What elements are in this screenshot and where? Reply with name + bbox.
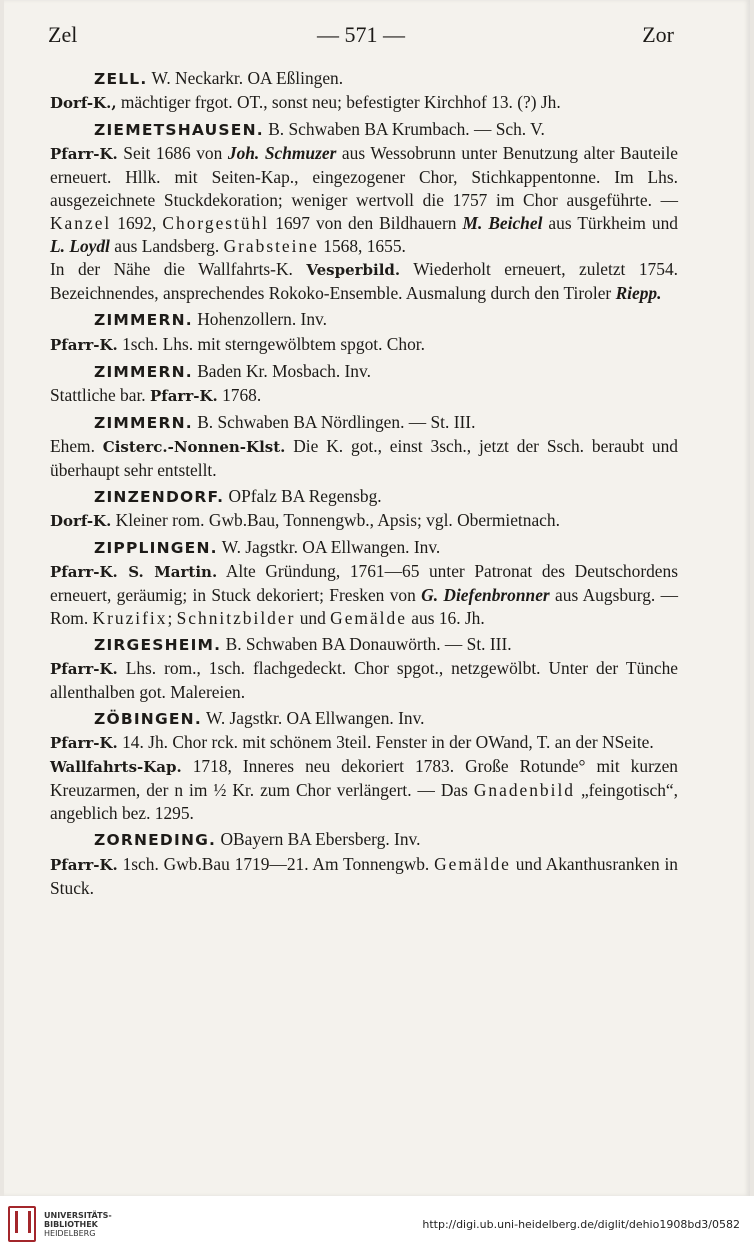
place-region: W. Neckarkr. OA Eßlingen. <box>151 68 344 88</box>
building-type: Pfarr-K. <box>50 145 118 164</box>
place-name: ZINZENDORF. <box>94 487 225 506</box>
entry-text: aus Wessobrunn unter Benutzung alter Bauteile erneuert. Hllk. mit Seiten-Kap., eingezogener Chor, Stichkappentonne. Im Lhs. ausgezeichnete Stuckdekoration; weniger wertvoll die 1757 im Chor ausgeführte. — <box>50 143 678 211</box>
header-left-catchword: Zel <box>48 22 78 47</box>
entries-text <box>50 64 678 900</box>
object-term: Schnitzbilder <box>176 608 296 629</box>
entry-paragraph <box>50 731 678 755</box>
footer-bar <box>0 1196 754 1253</box>
entry-text: ; <box>167 608 177 629</box>
entry-text: mächtiger frgot. OT., sonst neu; befestigter Kirchhof 13. (?) Jh. <box>116 92 561 113</box>
place-region: W. Jagstkr. OA Ellwangen. Inv. <box>206 708 425 729</box>
entry-text: 1sch. Lhs. mit sterngewölbtem spgot. Chor. <box>117 333 425 354</box>
building-type: Pfarr-K. S. Martin. <box>50 562 218 581</box>
library-logo[interactable] <box>8 1206 138 1242</box>
entry-paragraph <box>50 258 678 305</box>
entry-text: 14. Jh. Chor rck. mit schönem 3teil. Fenster in der OWand, T. an der NSeite. <box>117 732 654 753</box>
library-logo-text: UNIVERSITÄTS- BIBLIOTHEK HEIDELBERG <box>44 1210 112 1238</box>
entry-text: Die K. got., einst 3sch., jetzt der Ssch. beraubt und überhaupt sehr entstellt. <box>50 435 679 480</box>
entry-text: und Akanthusranken in Stuck. <box>50 853 679 898</box>
entry-paragraph <box>50 384 678 408</box>
entry-text: aus Augsburg. — Rom. <box>50 584 678 629</box>
place-name: ZELL. <box>94 70 148 88</box>
entry-text: Ehem. <box>50 435 103 456</box>
entry-text: 1sch. Gwb.Bau 1719—21. Am Tonnengwb. <box>117 853 435 874</box>
entry-text: „feingotisch“, angeblich bez. 1295. <box>50 780 678 824</box>
artist-name: M. Beichel <box>462 213 543 234</box>
header-right-catchword: Zor <box>642 22 674 47</box>
place-name: ZIPPLINGEN. <box>94 538 218 557</box>
entry-paragraph <box>50 560 678 630</box>
artist-name: L. Loydl <box>50 236 110 257</box>
artist-name: Joh. Schmuzer <box>227 143 337 164</box>
entry-heading <box>50 707 678 731</box>
place-name: ZIMMERN. <box>94 413 193 432</box>
building-type: Vesperbild. <box>306 261 401 280</box>
place-region: B. Schwaben BA Nördlingen. — St. III. <box>197 411 476 432</box>
place-region: OPfalz BA Regensbg. <box>228 485 382 506</box>
place-name: ZIRGESHEIM. <box>94 636 222 655</box>
entry-text: 1692, <box>111 213 163 234</box>
entry-text: 1697 von den Bildhauern <box>269 213 463 234</box>
entry-paragraph <box>50 435 678 482</box>
building-type: Dorf-K. <box>50 511 112 530</box>
entry-text: Stattliche bar. <box>50 384 150 405</box>
entry-text: In der Nähe die Wallfahrts-K. <box>50 259 307 280</box>
place-name: ZIEMETSHAUSEN. <box>94 121 264 140</box>
building-type: Cisterc.-Nonnen-Klst. <box>102 437 286 456</box>
page-header <box>48 22 674 48</box>
building-type: Pfarr-K. <box>50 855 118 874</box>
place-name: ZIMMERN. <box>94 311 193 330</box>
place-region: B. Schwaben BA Krumbach. — Sch. V. <box>268 119 545 140</box>
building-type: Dorf-K., <box>50 94 117 113</box>
entry-heading <box>50 828 678 852</box>
entry-text: Wiederholt erneuert, zuletzt 1754. Bezeichnendes, ansprechendes Rokoko-Ensemble. Ausmalung durch den Tiroler <box>50 259 678 304</box>
building-type: Pfarr-K. <box>149 386 218 405</box>
entry-paragraph <box>50 91 678 115</box>
object-term: Grabsteine <box>223 236 319 257</box>
entry-text: aus 16. Jh. <box>406 608 485 629</box>
entry-text: 1768. <box>217 384 262 405</box>
entry-text: aus Landsberg. <box>109 236 224 257</box>
place-region: Baden Kr. Mosbach. Inv. <box>197 360 371 381</box>
entry-paragraph <box>50 657 678 704</box>
entry-text: Lhs. rom., 1sch. flachgedeckt. Chor spgot., netzgewölbt. Unter der Tünche allenthalben got. Malereien. <box>50 658 678 703</box>
page-number: — 571 — <box>317 22 405 47</box>
library-logo-icon <box>8 1206 36 1242</box>
place-region: Hohenzollern. Inv. <box>197 309 327 330</box>
entry-text: aus Türkheim und <box>542 213 678 234</box>
entry-paragraph <box>50 509 678 533</box>
place-name: ZIMMERN. <box>94 362 193 381</box>
building-type: Pfarr-K. <box>50 734 118 753</box>
entry-heading <box>50 485 678 509</box>
place-name: ZORNEDING. <box>94 831 217 850</box>
source-url[interactable]: http://digi.ub.uni-heidelberg.de/diglit/dehio1908bd3/0582 <box>422 1218 740 1231</box>
entry-paragraph <box>50 755 678 825</box>
entry-text: 1718, Inneres neu dekoriert 1783. Große Rotunde° mit kurzen Kreuzarmen, der n im ½ Kr. zum Chor verlängert. — Das <box>50 756 678 801</box>
object-term: Gemälde <box>330 608 407 629</box>
entry-paragraph <box>50 142 678 258</box>
object-term: Kanzel <box>50 213 112 234</box>
place-region: B. Schwaben BA Donauwörth. — St. III. <box>225 634 512 655</box>
entry-heading <box>50 308 678 332</box>
entry-paragraph <box>50 333 678 357</box>
building-type: Wallfahrts-Kap. <box>50 758 182 777</box>
book-page <box>4 0 750 1196</box>
place-region: OBayern BA Ebersberg. Inv. <box>220 829 421 850</box>
entry-heading <box>50 360 678 384</box>
entry-text: 1568, 1655. <box>318 236 406 257</box>
entry-heading <box>50 536 678 560</box>
place-name: ZÖBINGEN. <box>94 710 202 729</box>
artist-name: Riepp. <box>615 283 662 304</box>
entry-paragraph <box>50 853 678 900</box>
entry-heading <box>50 633 678 657</box>
entry-heading <box>50 67 678 91</box>
building-type: Pfarr-K. <box>50 660 118 679</box>
entry-heading <box>50 411 678 435</box>
object-term: Gnadenbild <box>473 780 575 801</box>
artist-name: G. Diefenbronner <box>421 584 550 605</box>
object-term: Chorgestühl <box>162 213 270 234</box>
entry-text: Alte Gründung, 1761—65 unter Patronat des Deutschordens erneuert, geräumig; in Stuck dekoriert; Fresken von <box>50 560 678 605</box>
object-term: Kruzifix <box>92 608 168 629</box>
entry-text: Kleiner rom. Gwb.Bau, Tonnengwb., Apsis; vgl. Obermietnach. <box>111 509 560 530</box>
object-term: Gemälde <box>434 853 511 874</box>
place-region: W. Jagstkr. OA Ellwangen. Inv. <box>221 536 441 557</box>
building-type: Pfarr-K. <box>50 335 118 354</box>
entry-text: Seit 1686 von <box>117 143 228 164</box>
entry-text: und <box>295 608 331 629</box>
entry-heading <box>50 118 678 142</box>
